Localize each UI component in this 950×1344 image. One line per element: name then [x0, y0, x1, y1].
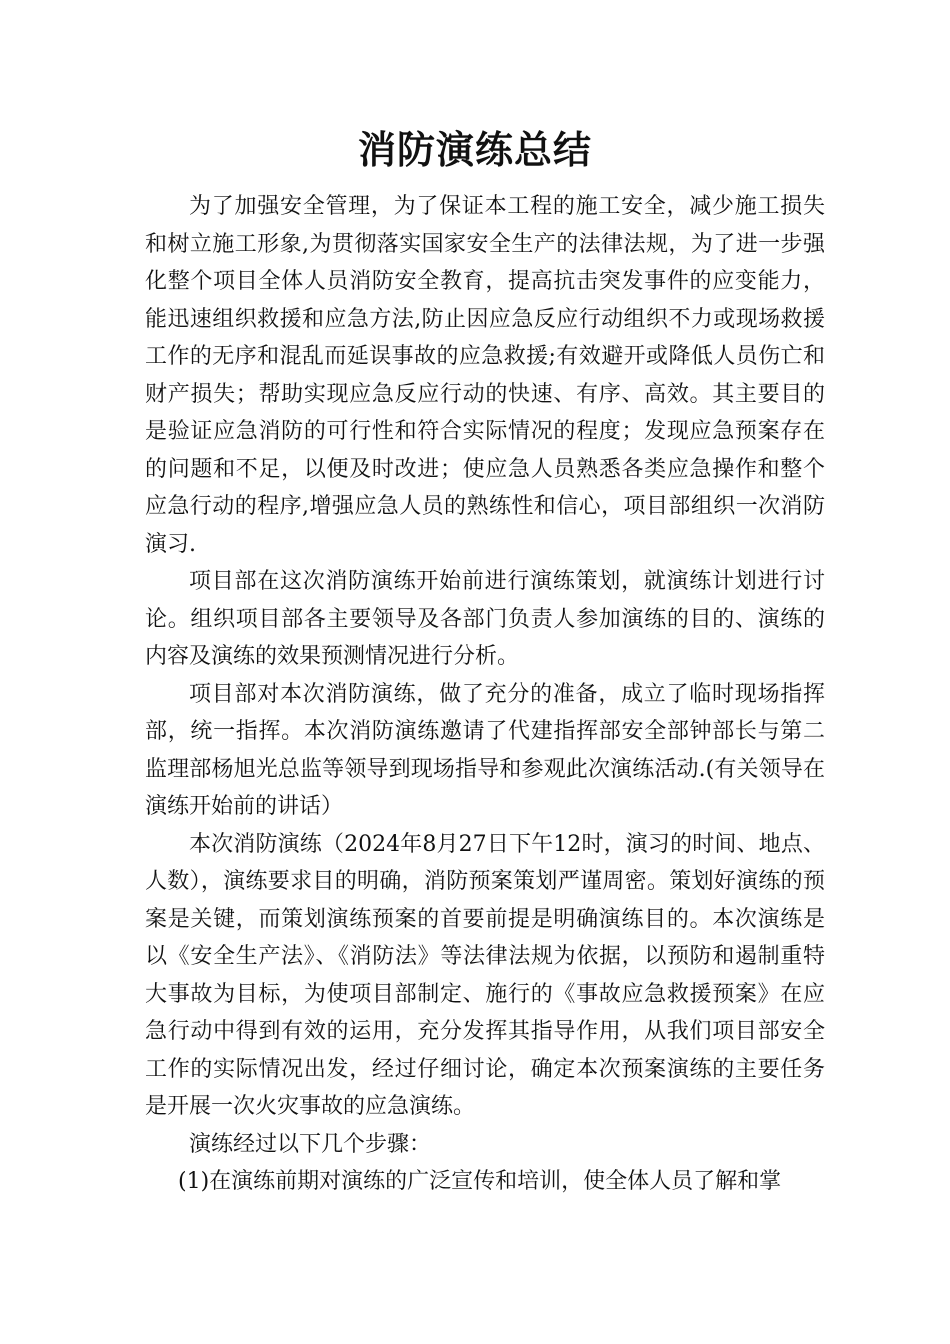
paragraph-planning: 项目部在这次消防演练开始前进行演练策划，就演练计划进行讨论。组织项目部各主要领导及各部门负责人参加演练的目的、演练的内容及演练的效果预测情况进行分析。: [145, 569, 825, 669]
paragraph-preparation: 项目部对本次消防演练，做了充分的准备，成立了临时现场指挥部，统一指挥。本次消防演练邀请了代建指挥部安全部钟部长与第二监理部杨旭光总监等领导到现场指导和参观此次演练活动.(有关领导在演练开始前的讲话）: [145, 681, 825, 819]
document-body: [145, 188, 825, 1201]
document-title: 消防演练总结: [357, 128, 592, 172]
paragraph-steps-intro: 演练经过以下几个步骤：: [189, 1131, 432, 1157]
paragraph-drill-details: 本次消防演练（2024年8月27日下午12时，演习的时间、地点、人数），演练要求目的明确，消防预案策划严谨周密。策划好演练的预案是关键，而策划演练预案的首要前提是明确演练目的。本次演练是以《安全生产法》、《消防法》等法律法规为依据，以预防和遏制重特大事故为目标，为使项目部制定、施行的《事故应急救援预案》在应急行动中得到有效的运用，充分发挥其指导作用，从我们项目部安全工作的实际情况出发，经过仔细讨论，确定本次预案演练的主要任务是开展一次火灾事故的应急演练。: [145, 831, 825, 1119]
paragraph-purpose: 为了加强安全管理，为了保证本工程的施工安全，减少施工损失和树立施工形象,为贯彻落实国家安全生产的法律法规，为了进一步强化整个项目全体人员消防安全教育，提高抗击突发事件的应变能力，能迅速组织救援和应急方法,防止因应急反应行动组织不力或现场救援工作的无序和混乱而延误事故的应急救援;有效避开或降低人员伤亡和财产损失；帮助实现应急反应行动的快速、有序、高效。其主要目的是验证应急消防的可行性和符合实际情况的程度；发现应急预案存在的问题和不足，以便及时改进；使应急人员熟悉各类应急操作和整个应急行动的程序,增强应急人员的熟练性和信心，项目部组织一次消防演习.: [145, 194, 825, 557]
paragraph-step-1: (1)在演练前期对演练的广泛宣传和培训，使全体人员了解和掌: [178, 1169, 782, 1194]
